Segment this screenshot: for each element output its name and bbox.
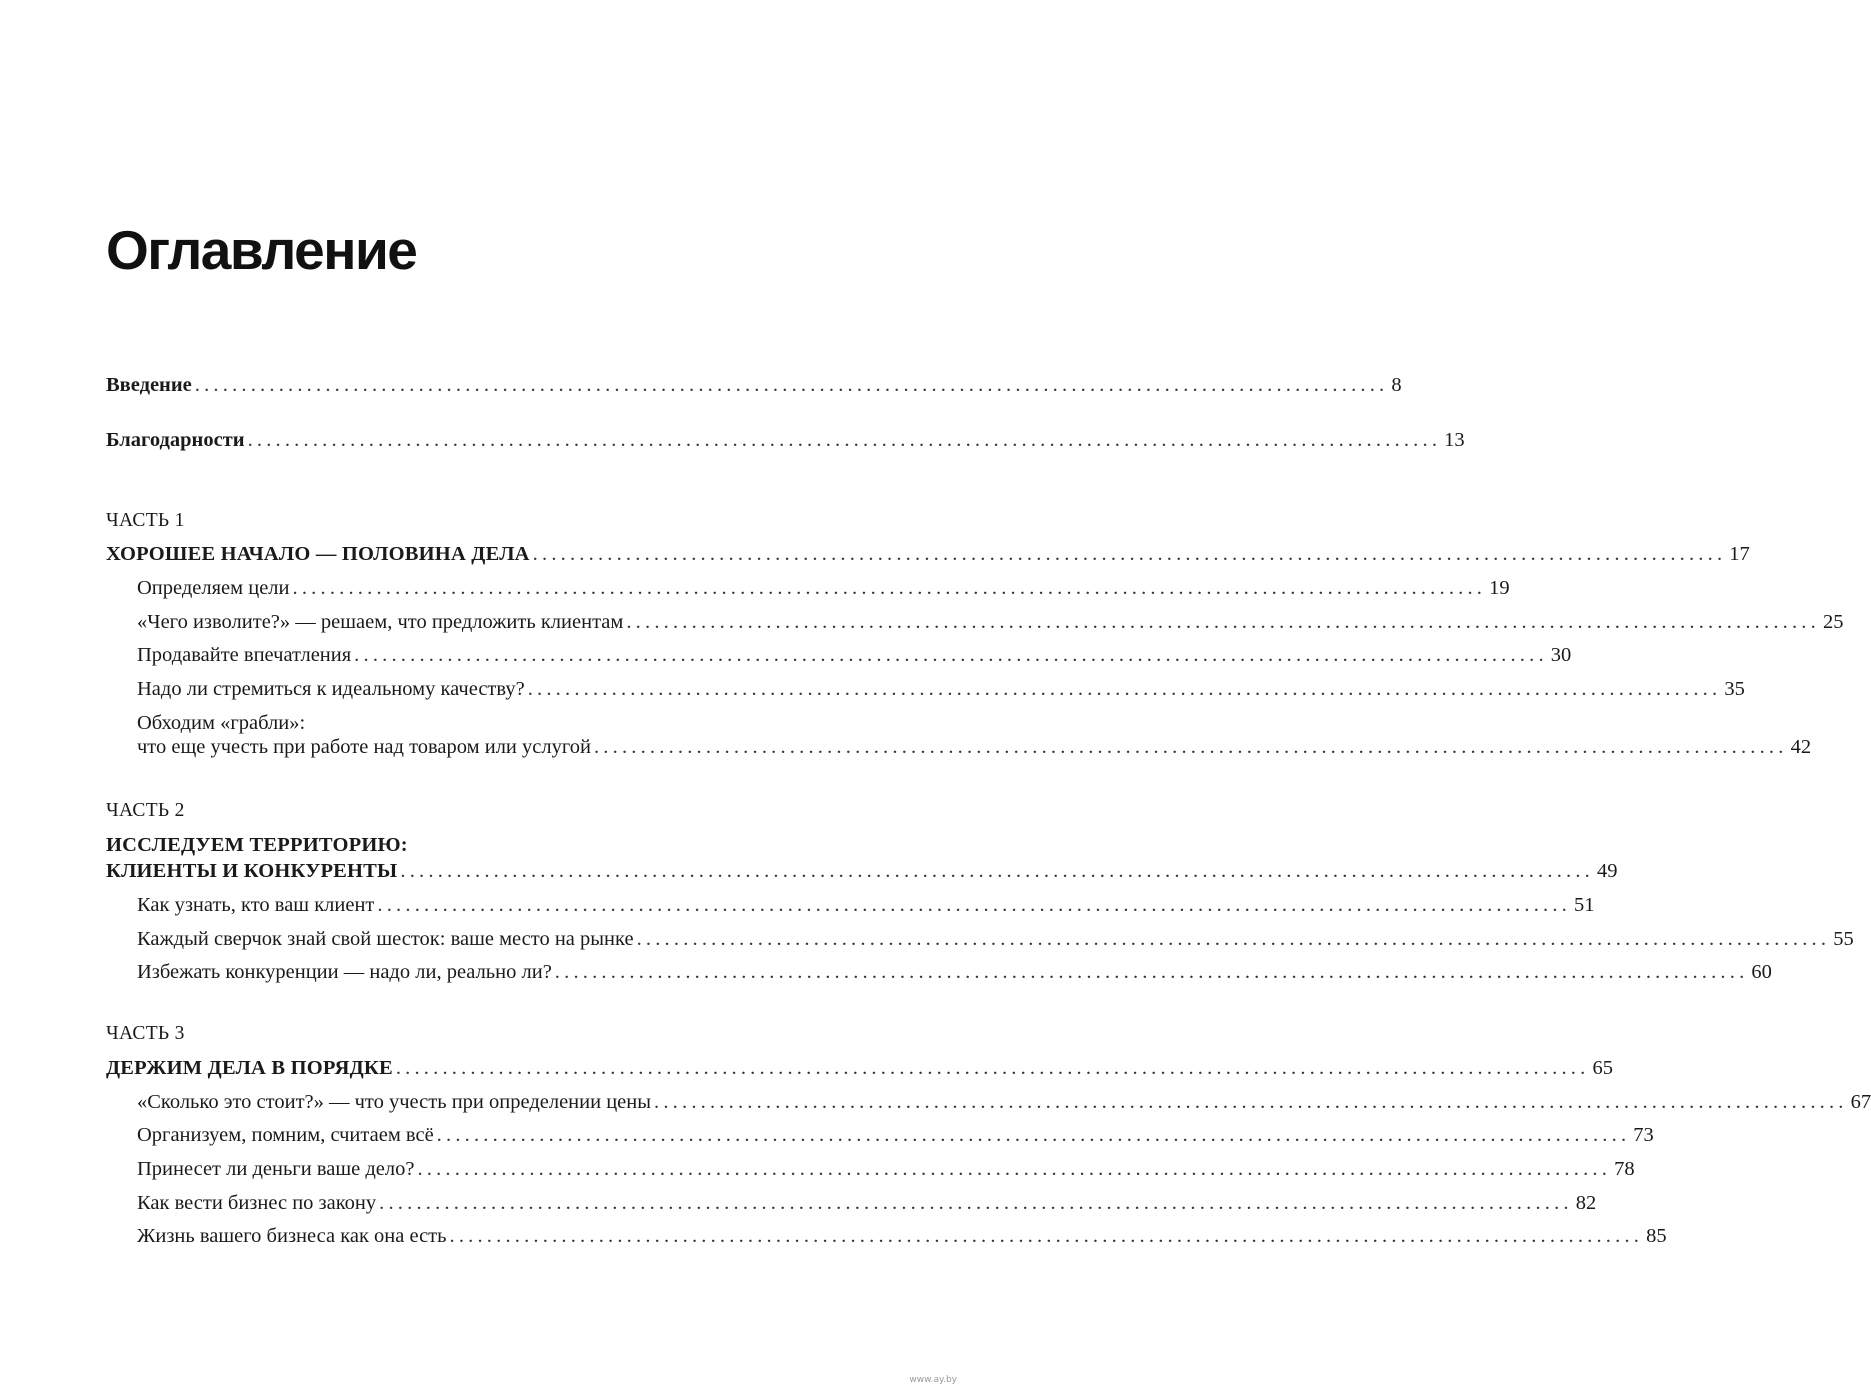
toc-entry-label: Принесет ли деньги ваше дело? xyxy=(137,1158,415,1180)
dot-leader: ................................................................................................................................ xyxy=(527,678,1722,700)
toc-page-number: 78 xyxy=(1614,1158,1635,1180)
toc-entry-label: Определяем цели xyxy=(137,577,290,599)
toc-page-number: 25 xyxy=(1822,611,1844,633)
dot-leader: ................................................................................................................................ xyxy=(400,860,1594,882)
toc-entry-acknowledgements[interactable] xyxy=(106,425,1465,455)
toc-entry-label: Избежать конкуренции — надо ли, реально ли? xyxy=(137,961,552,983)
dot-leader: ................................................................................................................................ xyxy=(626,611,1820,633)
toc-chapter-entry[interactable] xyxy=(137,1188,1597,1218)
toc-chapter-entry[interactable] xyxy=(137,1221,1667,1251)
toc-chapter-entry[interactable] xyxy=(137,674,1745,704)
dot-leader: ................................................................................................................................ xyxy=(354,644,1548,666)
dot-leader: ................................................................................................................................ xyxy=(417,1158,1612,1180)
toc-page-number: 51 xyxy=(1574,894,1595,916)
toc-part-heading[interactable] xyxy=(106,539,1750,569)
toc-page-number: 60 xyxy=(1751,961,1772,983)
toc-chapter-entry[interactable] xyxy=(137,732,1812,762)
toc-entry-label: «Сколько это стоит?» — что учесть при определении цены xyxy=(137,1091,652,1113)
dot-leader: ................................................................................................................................ xyxy=(554,961,1749,983)
dot-leader: ................................................................................................................................ xyxy=(654,1091,1848,1113)
page-title: Оглавление xyxy=(106,219,417,281)
dot-leader: ................................................................................................................................ xyxy=(449,1225,1644,1247)
dot-leader: ................................................................................................................................ xyxy=(636,928,1831,950)
toc-part-heading-label: ХОРОШЕЕ НАЧАЛО — ПОЛОВИНА ДЕЛА xyxy=(106,543,530,565)
dot-leader: ................................................................................................................................ xyxy=(532,543,1727,565)
toc-entry-label: Жизнь вашего бизнеса как она есть xyxy=(137,1225,447,1247)
toc-page-number: 35 xyxy=(1724,678,1745,700)
toc-page-number: 19 xyxy=(1489,577,1510,599)
toc-page-number: 42 xyxy=(1790,736,1812,758)
dot-leader: ................................................................................................................................ xyxy=(194,374,1389,396)
dot-leader: ................................................................................................................................ xyxy=(593,736,1788,758)
toc-chapter-entry[interactable] xyxy=(137,640,1572,670)
toc-entry-label: Каждый сверчок знай свой шесток: ваше место на рынке xyxy=(137,928,634,950)
toc-page-number: 65 xyxy=(1592,1057,1613,1079)
toc-entry-label: «Чего изволите?» — решаем, что предложить клиентам xyxy=(137,611,624,633)
toc-page-number: 85 xyxy=(1646,1225,1667,1247)
toc-entry-label: Как узнать, кто ваш клиент xyxy=(137,894,375,916)
toc-entry-label: Как вести бизнес по закону xyxy=(137,1192,377,1214)
toc-chapter-entry[interactable] xyxy=(137,957,1772,987)
toc-page-number: 49 xyxy=(1597,860,1618,882)
toc-part-heading[interactable] xyxy=(106,856,1618,886)
dot-leader: ................................................................................................................................ xyxy=(292,577,1487,599)
dot-leader: ................................................................................................................................ xyxy=(247,429,1442,451)
dot-leader: ................................................................................................................................ xyxy=(379,1192,1573,1214)
toc-chapter-entry[interactable] xyxy=(137,1154,1635,1184)
dot-leader: ................................................................................................................................ xyxy=(377,894,1572,916)
toc-entry-label: Надо ли стремиться к идеальному качеству? xyxy=(137,678,525,700)
toc-page-number: 17 xyxy=(1729,543,1750,565)
part-label: ЧАСТЬ 1 xyxy=(106,510,185,531)
toc-part-heading-label: КЛИЕНТЫ И КОНКУРЕНТЫ xyxy=(106,860,398,882)
toc-part-heading[interactable] xyxy=(106,1053,1613,1083)
dot-leader: ................................................................................................................................ xyxy=(395,1057,1590,1079)
toc-entry-label: что еще учесть при работе над товаром или услугой xyxy=(137,736,591,758)
toc-entry-label: Благодарности xyxy=(106,429,245,451)
toc-chapter-entry[interactable] xyxy=(137,924,1854,954)
toc-chapter-entry[interactable] xyxy=(137,607,1844,637)
toc-chapter-entry[interactable] xyxy=(137,1087,1871,1117)
dot-leader: ................................................................................................................................ xyxy=(436,1124,1631,1146)
toc-chapter-entry[interactable] xyxy=(137,890,1595,920)
toc-page-number: 55 xyxy=(1833,928,1854,950)
toc-chapter-entry[interactable] xyxy=(137,1120,1654,1150)
toc-part-heading-first-line[interactable]: ИССЛЕДУЕМ ТЕРРИТОРИЮ: xyxy=(106,834,408,856)
toc-entry-introduction[interactable] xyxy=(106,370,1402,400)
watermark: www.ay.by xyxy=(909,1375,957,1385)
toc-entry-label: Продавайте впечатления xyxy=(137,644,352,666)
toc-entry-label: Введение xyxy=(106,374,192,396)
toc-page-number: 82 xyxy=(1575,1192,1597,1214)
toc-entry-label: Организуем, помним, считаем всё xyxy=(137,1124,434,1146)
toc-entry-first-line[interactable]: Обходим «грабли»: xyxy=(137,712,306,734)
toc-page-number: 8 xyxy=(1391,374,1402,396)
toc-page-number: 13 xyxy=(1444,429,1465,451)
part-label: ЧАСТЬ 3 xyxy=(106,1023,185,1044)
toc-page-number: 67 xyxy=(1850,1091,1871,1113)
toc-part-heading-label: ДЕРЖИМ ДЕЛА В ПОРЯДКЕ xyxy=(106,1057,393,1079)
part-label: ЧАСТЬ 2 xyxy=(106,800,185,821)
toc-chapter-entry[interactable] xyxy=(137,573,1510,603)
toc-page-number: 30 xyxy=(1550,644,1572,666)
toc-page-number: 73 xyxy=(1633,1124,1654,1146)
